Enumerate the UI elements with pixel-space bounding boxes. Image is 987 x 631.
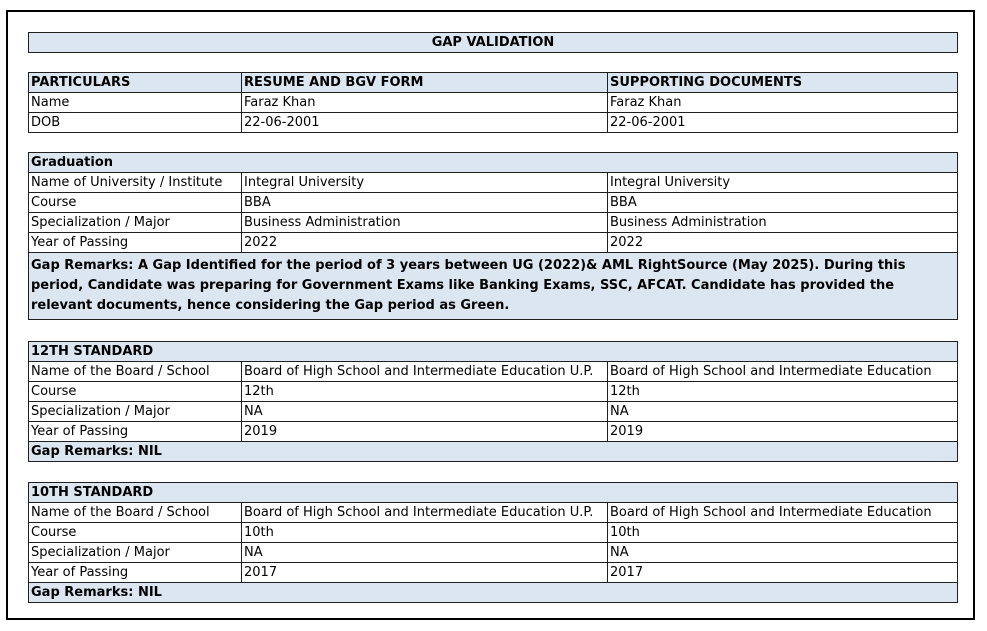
resume-value: NA	[242, 402, 608, 422]
title-table	[28, 32, 958, 53]
table-row	[29, 543, 958, 563]
row-label: Name of University / Institute	[29, 173, 242, 193]
row-label: DOB	[29, 113, 242, 133]
table-row	[29, 563, 958, 583]
row-label: Year of Passing	[29, 233, 242, 253]
docs-value: BBA	[608, 193, 958, 213]
docs-value: Faraz Khan	[608, 93, 958, 113]
resume-value: Business Administration	[242, 213, 608, 233]
gap-remarks: Gap Remarks: A Gap Identified for the period of 3 years between UG (2022)& AML RightSource (May 2025). During this period, Candidate was preparing for Government Exams like Banking Exams, SSC, AFCAT. Candidate has provided the relevant documents, hence considering the Gap period as Green.	[29, 253, 958, 320]
docs-value: NA	[608, 543, 958, 563]
particulars-table	[28, 72, 958, 133]
docs-value: Board of High School and Intermediate Education	[608, 503, 958, 523]
row-label: Specialization / Major	[29, 402, 242, 422]
docs-value: 10th	[608, 523, 958, 543]
table-row	[29, 213, 958, 233]
docs-value: NA	[608, 402, 958, 422]
resume-value: 2017	[242, 563, 608, 583]
row-label: Year of Passing	[29, 563, 242, 583]
gap-remarks: Gap Remarks: NIL	[29, 583, 958, 603]
row-label: Name	[29, 93, 242, 113]
table-row	[29, 523, 958, 543]
table-row	[29, 233, 958, 253]
resume-value: Faraz Khan	[242, 93, 608, 113]
row-label: Specialization / Major	[29, 543, 242, 563]
docs-value: 12th	[608, 382, 958, 402]
twelfth-table	[28, 341, 958, 462]
docs-value: Integral University	[608, 173, 958, 193]
row-label: Specialization / Major	[29, 213, 242, 233]
docs-value: 2022	[608, 233, 958, 253]
tenth-table	[28, 482, 958, 603]
docs-value: 2019	[608, 422, 958, 442]
header-supporting: SUPPORTING DOCUMENTS	[608, 73, 958, 93]
resume-value: NA	[242, 543, 608, 563]
resume-value: 2022	[242, 233, 608, 253]
docs-value: Business Administration	[608, 213, 958, 233]
row-label: Year of Passing	[29, 422, 242, 442]
table-row	[29, 93, 958, 113]
row-label: Name of the Board / School	[29, 362, 242, 382]
row-label: Course	[29, 382, 242, 402]
table-row	[29, 402, 958, 422]
row-label: Course	[29, 193, 242, 213]
resume-value: BBA	[242, 193, 608, 213]
table-row	[29, 382, 958, 402]
resume-value: Integral University	[242, 173, 608, 193]
resume-value: 22-06-2001	[242, 113, 608, 133]
resume-value: Board of High School and Intermediate Education U.P.	[242, 362, 608, 382]
section-heading: Graduation	[29, 153, 958, 173]
docs-value: Board of High School and Intermediate Education	[608, 362, 958, 382]
table-row	[29, 422, 958, 442]
resume-value: 12th	[242, 382, 608, 402]
table-row	[29, 113, 958, 133]
resume-value: 10th	[242, 523, 608, 543]
header-row	[29, 73, 958, 93]
resume-value: Board of High School and Intermediate Education U.P.	[242, 503, 608, 523]
section-heading: 12TH STANDARD	[29, 342, 958, 362]
row-label: Name of the Board / School	[29, 503, 242, 523]
table-row	[29, 503, 958, 523]
table-row	[29, 173, 958, 193]
page-title: GAP VALIDATION	[29, 33, 958, 53]
resume-value: 2019	[242, 422, 608, 442]
row-label: Course	[29, 523, 242, 543]
docs-value: 2017	[608, 563, 958, 583]
header-particulars: PARTICULARS	[29, 73, 242, 93]
gap-remarks: Gap Remarks: NIL	[29, 442, 958, 462]
section-heading: 10TH STANDARD	[29, 483, 958, 503]
header-resume: RESUME AND BGV FORM	[242, 73, 608, 93]
docs-value: 22-06-2001	[608, 113, 958, 133]
graduation-table	[28, 152, 958, 320]
table-row	[29, 362, 958, 382]
table-row	[29, 193, 958, 213]
